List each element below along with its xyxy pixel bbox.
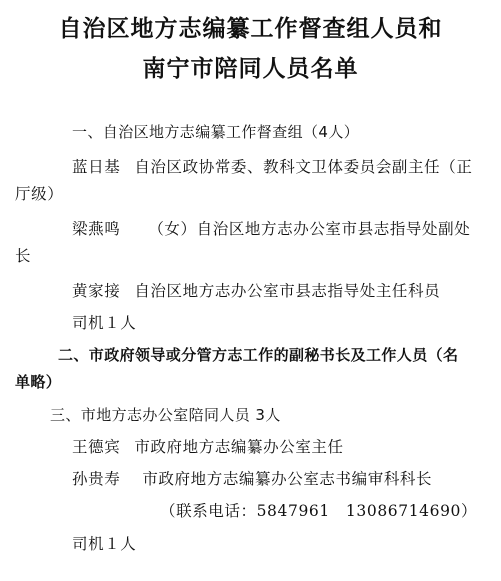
member-role: 市政府地方志编纂办公室志书编审科科长 — [142, 470, 433, 488]
document-title-line-2: 南宁市陪同人员名单 — [142, 56, 359, 82]
member-row-1 — [72, 157, 472, 177]
section-3-heading: 三、市地方志办公室陪同人员 3人 — [50, 406, 281, 424]
document-title-line-1: 自治区地方志编纂工作督查组人员和 — [58, 16, 443, 42]
member-row-3 — [72, 281, 440, 301]
section-2-heading: 二、市政府领导或分管方志工作的副秘书长及工作人员（名 — [58, 346, 459, 364]
member-name: 梁燕鸣 — [72, 220, 121, 238]
member-role: 市政府地方志编纂办公室主任 — [134, 438, 344, 456]
escort-row-1 — [72, 437, 344, 457]
contact-phone: （联系电话：5847961 13086714690） — [160, 502, 478, 520]
member-row-2-continuation: 长 — [15, 247, 32, 265]
section-1-heading: 一、自治区地方志编纂工作督查组（4人） — [72, 123, 360, 141]
member-name: 黄家接 — [72, 282, 121, 300]
section-2-heading-continuation: 单略） — [15, 373, 62, 391]
section-1-driver: 司机１人 — [72, 314, 137, 332]
member-role: （女）自治区地方志办公室市县志指导处副处 — [148, 220, 471, 238]
member-role: 自治区政协常委、教科文卫体委员会副主任（正 — [134, 158, 473, 176]
member-name: 孙贵寿 — [72, 470, 121, 488]
member-name: 王德宾 — [72, 438, 121, 456]
member-role: 自治区地方志办公室市县志指导处主任科员 — [134, 282, 441, 300]
member-name: 蓝日基 — [72, 158, 121, 176]
escort-row-2 — [72, 469, 432, 489]
section-3-driver: 司机１人 — [72, 535, 137, 553]
member-row-2 — [72, 219, 470, 239]
member-row-1-continuation: 厅级） — [15, 185, 64, 203]
